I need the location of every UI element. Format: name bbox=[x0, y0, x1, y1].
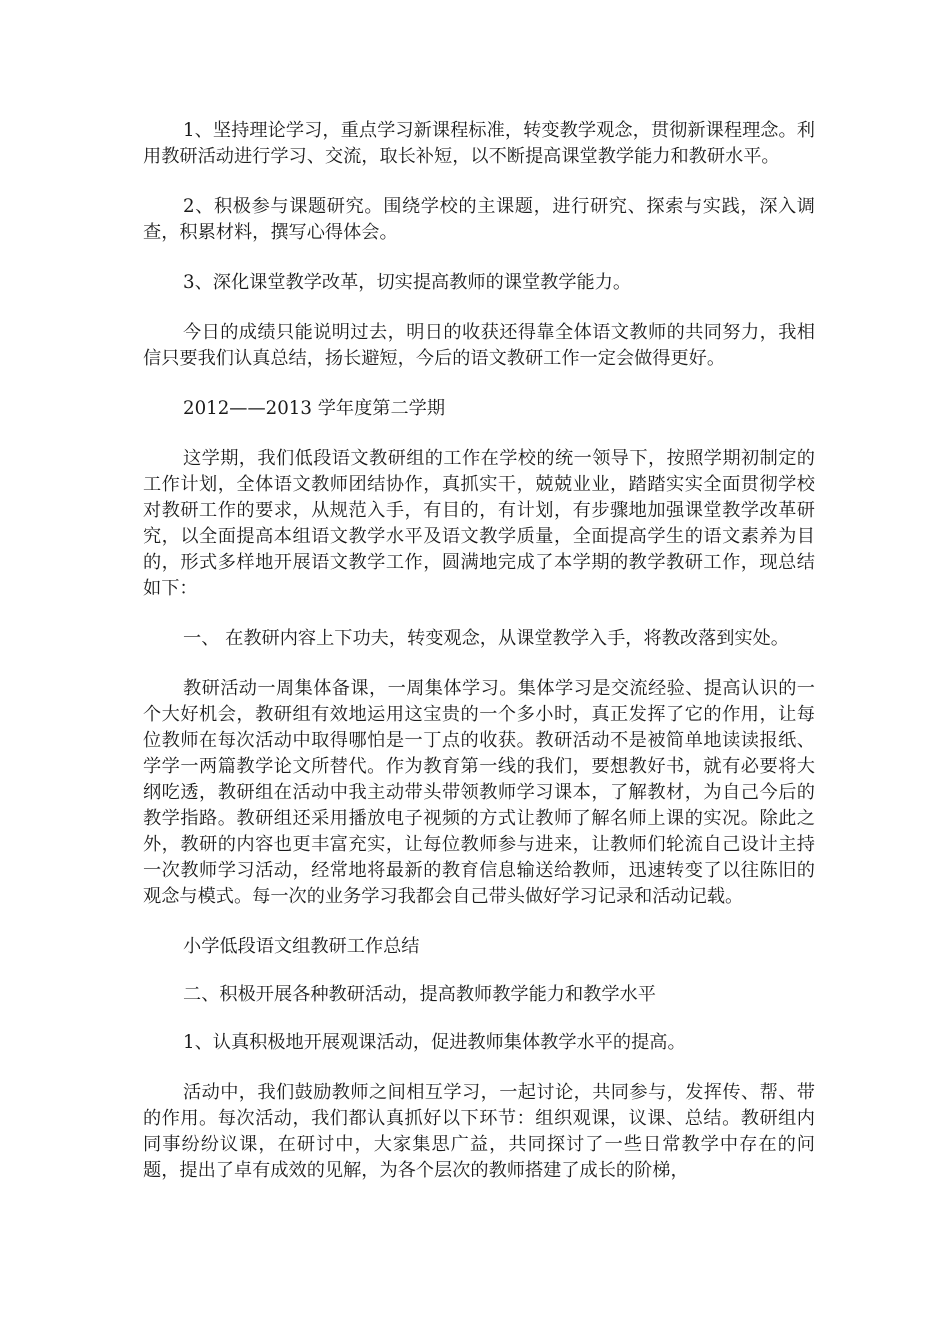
subsection-heading-observation: 1、认真积极地开展观课活动，促进教师集体教学水平的提高。 bbox=[183, 1032, 686, 1053]
paragraph-research-activities: 教研活动一周集体备课，一周集体学习。集体学习是交流经验、提高认识的一个大好机会，教研组有效地运用这宝贵的一个多小时，真正发挥了它的作用，让每位教师在每次活动中取得哪怕是一丁点的收获。教研活动不是被简单地读读报纸、学学一两篇教学论文所替代。作为教育第一线的我们，要想教好书，就有必要将大纲吃透，教研组在活动中我主动带头带领教师学习课本，了解教材，为自己今后的教学指路。教研组还采用播放电子视频的方式让教师了解名师上课的实况。除此之外，教研的内容也更丰富充实，让每位教师参与进来，让教师们轮流自己设计主持一次教师学习活动，经常地将最新的教育信息输送给教师，迅速转变了以往陈旧的观念与模式。每一次的业务学习我都会自己带头做好学习记录和活动记载。 bbox=[143, 678, 815, 907]
paragraph-conclusion: 今日的成绩只能说明过去，明日的收获还得靠全体语文教师的共同努力，我相信只要我们认真总结，扬长避短，今后的语文教研工作一定会做得更好。 bbox=[143, 322, 815, 369]
document-title: 小学低段语文组教研工作总结 bbox=[183, 936, 420, 957]
semester-heading: 2012——2013 学年度第二学期 bbox=[183, 398, 446, 419]
paragraph-research-topic: 2、积极参与课题研究。围绕学校的主课题，进行研究、探索与实践，深入调查，积累材料，撰写心得体会。 bbox=[143, 196, 815, 243]
paragraph-observation-activities: 活动中，我们鼓励教师之间相互学习，一起讨论，共同参与，发挥传、帮、带的作用。每次活动，我们都认真抓好以下环节：组织观课，议课、总结。教研组内同事纷纷议课，在研讨中，大家集思广益，共同探讨了一些日常教学中存在的问题，提出了卓有成效的见解，为各个层次的教师搭建了成长的阶梯， bbox=[143, 1082, 815, 1181]
paragraph-semester-intro: 这学期，我们低段语文教研组的工作在学校的统一领导下，按照学期初制定的工作计划，全体语文教师团结协作，真抓实干，兢兢业业，踏踏实实全面贯彻学校对教研工作的要求，从规范入手，有目的，有计划，有步骤地加强课堂教学改革研究，以全面提高本组语文教学水平及语文教学质量，全面提高学生的语文素养为目的，形式多样地开展语文教学工作，圆满地完成了本学期的教学教研工作，现总结如下： bbox=[143, 448, 815, 599]
document-body bbox=[143, 118, 815, 1184]
section-heading-two: 二、积极开展各种教研活动，提高教师教学能力和教学水平 bbox=[183, 984, 656, 1005]
section-heading-one: 一、 在教研内容上下功夫，转变观念，从课堂教学入手，将教改落到实处。 bbox=[183, 628, 789, 649]
paragraph-classroom-reform: 3、深化课堂教学改革，切实提高教师的课堂教学能力。 bbox=[183, 272, 632, 293]
paragraph-theory-study: 1、坚持理论学习，重点学习新课程标准，转变教学观念，贯彻新课程理念。利用教研活动进行学习、交流，取长补短，以不断提高课堂教学能力和教研水平。 bbox=[143, 120, 815, 167]
